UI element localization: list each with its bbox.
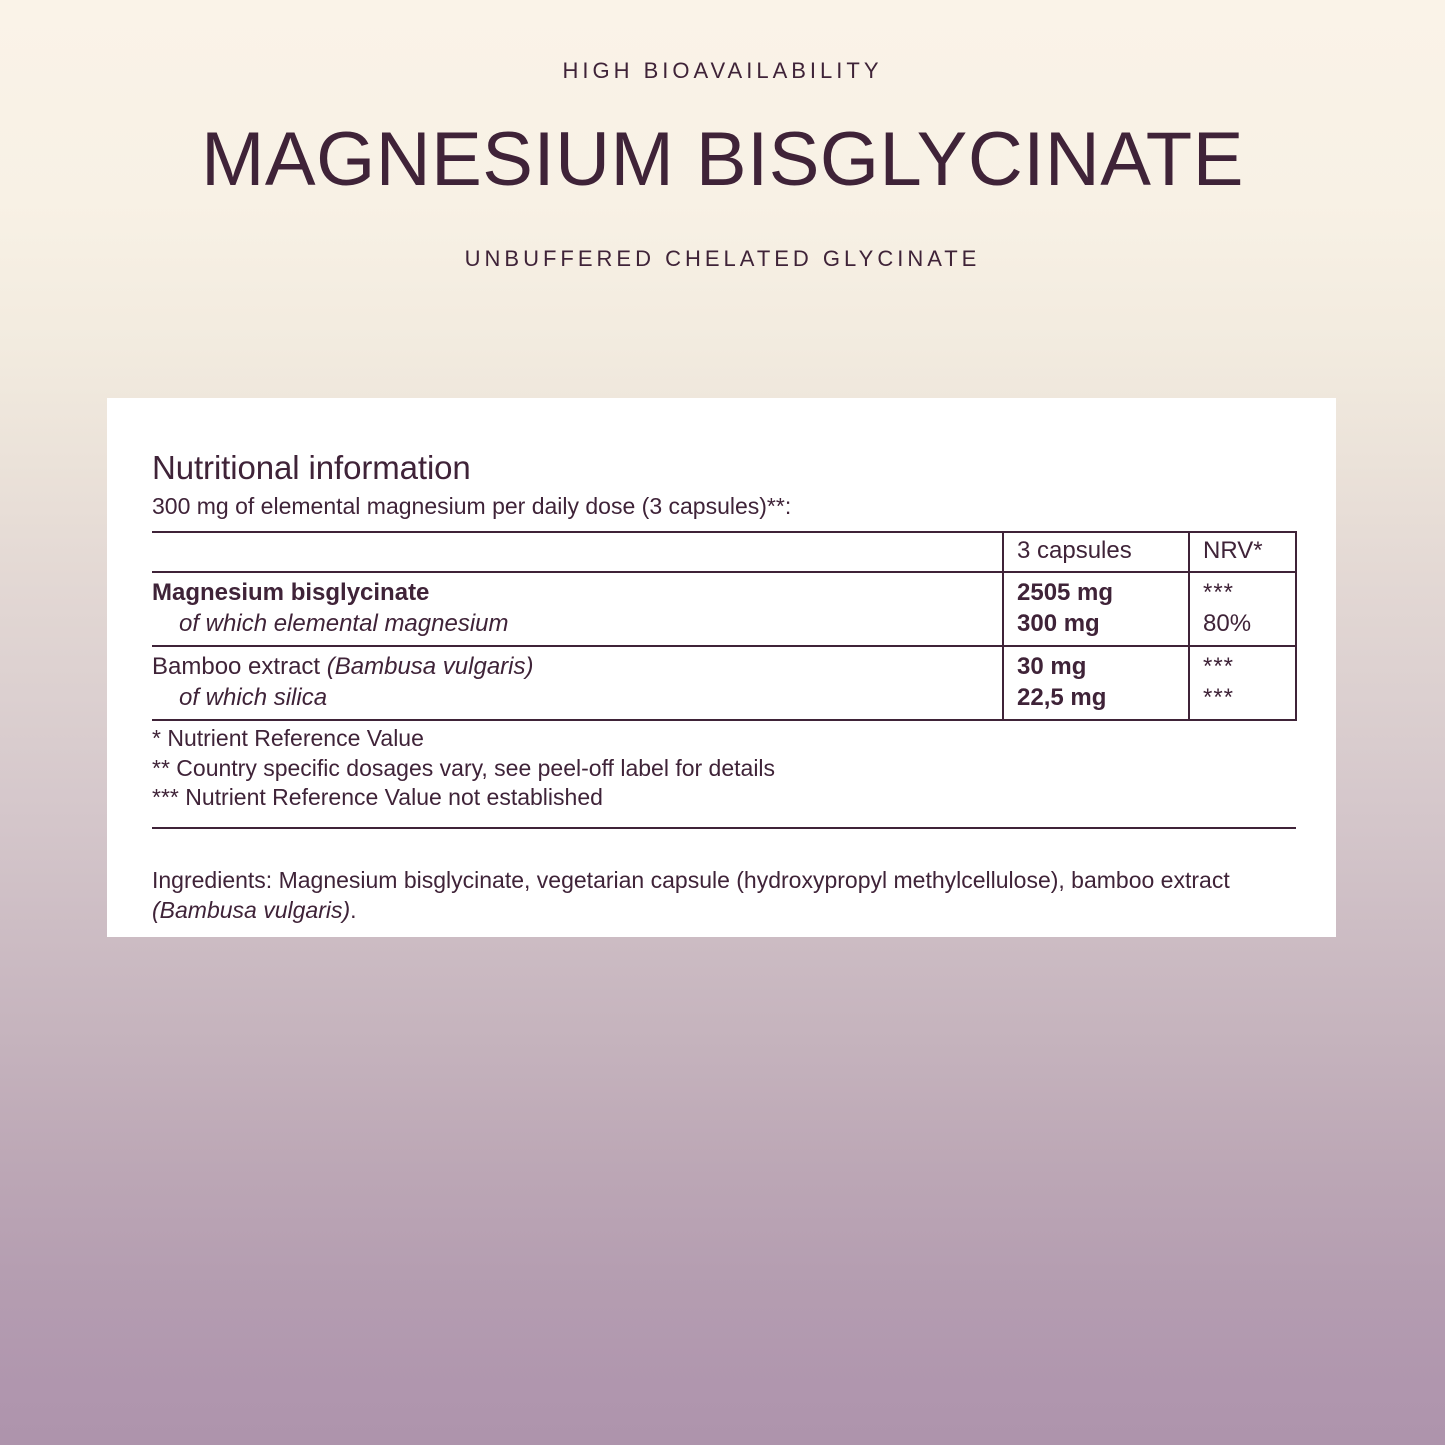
sub-nrv-value: 80% [1203, 609, 1252, 637]
nrv-value: *** [1203, 578, 1235, 606]
nutrition-card-content [152, 450, 1296, 926]
ingredients-scientific-name: (Bambusa vulgaris) [152, 897, 351, 924]
nutrition-table [152, 531, 1297, 722]
ingredients-prefix: Ingredients: Magnesium bisglycinate, vegetarian capsule (hydroxypropyl methylcellulose), bamboo extract [152, 866, 1230, 893]
amount-value: 30 mg [1017, 653, 1087, 681]
footnote-item: * Nutrient Reference Value [152, 725, 424, 752]
table-cell-nrv [1189, 646, 1296, 720]
table-header-row [152, 532, 1296, 572]
nutritional-information-heading: Nutritional information [152, 449, 471, 486]
eyebrow-text: HIGH BIOAVAILABILITY [562, 58, 883, 83]
subtitle-text: UNBUFFERED CHELATED GLYCINATE [464, 246, 981, 272]
daily-dose-subheading: 300 mg of elemental magnesium per daily dose (3 capsules)**: [152, 493, 792, 520]
table-cell-nrv [1189, 572, 1296, 646]
sub-amount-value: 22,5 mg [1017, 684, 1107, 712]
nrv-value: *** [1203, 653, 1235, 681]
footnote-item: *** Nutrient Reference Value not established [152, 784, 603, 811]
table-header-nrv: NRV* [1189, 532, 1296, 572]
nutrition-card [107, 398, 1336, 937]
table-cell-amount [1003, 646, 1189, 720]
table-cell-ingredient [152, 646, 1003, 720]
sub-nrv-value: *** [1203, 684, 1235, 712]
ingredient-subname: of which silica [179, 684, 328, 712]
table-cell-amount [1003, 572, 1189, 646]
ingredient-subname: of which elemental magnesium [179, 609, 509, 637]
table-header-name [152, 532, 1003, 572]
table-header-capsules: 3 capsules [1003, 532, 1189, 572]
ingredients-text [152, 865, 1296, 926]
ingredient-scientific-name: (Bambusa vulgaris) [326, 653, 534, 681]
ingredient-name: Magnesium bisglycinate [152, 578, 430, 606]
footnotes-block [152, 721, 1296, 828]
page-header [0, 0, 1445, 273]
ingredient-name-text: Bamboo extract [152, 653, 327, 681]
ingredient-name [152, 651, 1002, 682]
table-row [152, 572, 1296, 646]
ingredients-suffix: . [350, 897, 357, 924]
footnote-item: ** Country specific dosages vary, see peel-off label for details [152, 754, 776, 781]
sub-amount-value: 300 mg [1017, 609, 1100, 637]
amount-value: 2505 mg [1017, 578, 1114, 606]
table-row [152, 646, 1296, 720]
table-cell-ingredient [152, 572, 1003, 646]
page-title: MAGNESIUM BISGLYCINATE [201, 117, 1244, 203]
